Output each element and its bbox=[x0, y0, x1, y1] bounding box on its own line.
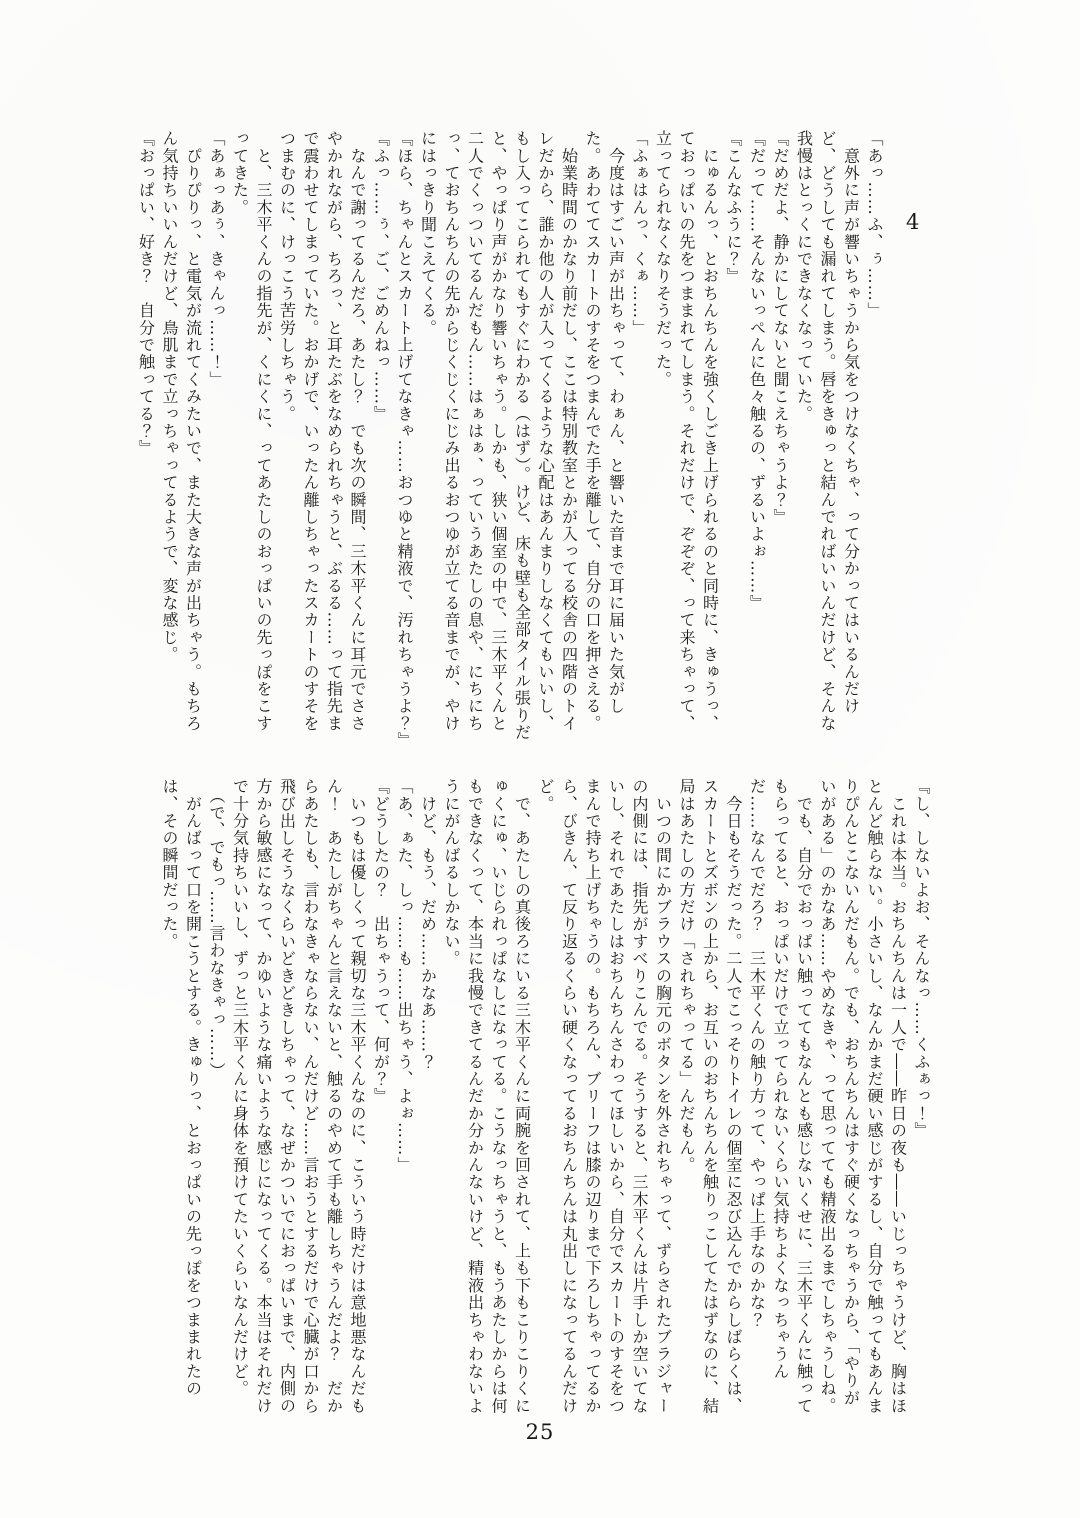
paragraph: 「あ、ぁた、しっ……も……出ちゃう、よぉ……」 bbox=[395, 778, 414, 1174]
paragraph: 『し、しないよお、そんなっ……くふぁっ！』 bbox=[912, 778, 931, 1140]
paragraph: 「あぁっあぅ、きゃんっ……！」 bbox=[207, 130, 226, 388]
paragraph: 『おっぱい、好き？ 自分で触ってる？』 bbox=[136, 130, 156, 457]
paragraph: 『だって……そんないっぺんに色々触るの、ずるいよぉ……』 bbox=[747, 130, 767, 612]
paragraph: ぴりぴりっ、と電気が流れてくみたいで、また大きな声が出ちゃう。もちろん気持ちいいんだけど、鳥肌まで立っちゃってるようで、変な感じ。 bbox=[160, 130, 203, 732]
paragraph: にゅるんっ、とおちんちんを強くしごき上げられるのと同時に、きゅうっ、ておっぱいの先をつままれてしまう。それだけで、ぞぞぞ、って来ちゃって、立ってられなくなりそうだった。 bbox=[653, 130, 720, 732]
paragraph: いつもは優しくって親切な三木平くんなのに、こういう時だけは意地悪なんだもん！ あたしがちゃんと言えないと、触るのやめて手も離しちゃうんだよ？ だからあたしも、言わなきゃならない、んだけど……言おうとするだけで心臓が口から飛び出しそうなくらいどきどきしちゃって、なぜかついでにおっぱいまで、内側の方から敏感になって、かゆいような痛いような感じになってくる。本当はそれだけで十分気持ちいいし、ずっと三木平くんに身体を預けてたいくらいなんだけど。 bbox=[230, 778, 367, 1415]
paragraph: 始業時間のかなり前だし、ここは特別教室とかが入ってる校舎の四階のトイレだから、誰か他の人が入ってくるような心配はあんまりしなくてもいいし、もし入ってこられてもすぐにわかる（はず）。けど、床も壁も全部タイル張りだと、やっぱり声がかなり響いちゃう。しかも、狭い個室の中で、三木平くんと二人でくっついてるんだもん……はぁはぁ、っていうあたしの息や、にちにちっ、ておちんちんの先からじくじくにじみ出るおつゆが立てる音までが、やけにはっきり聞こえてくる。 bbox=[418, 130, 579, 742]
paragraph: でも、自分でおっぱい触っててもなんとも感じないくせに、三木平くんに触ってもらってると、おっぱいだけで立ってられないくらい気持ちよくなっちゃうんだ……なんでだろ？ 三木平くんの触り方って、やっぱ上手なのかな？ bbox=[747, 778, 814, 1415]
paragraph: 「ふぁはんっ、くぁ……」 bbox=[630, 130, 649, 337]
page-number: 25 bbox=[525, 1420, 555, 1444]
paragraph: がんばって口を開こうとする。きゅりっ、とおっぱいの先っぽをつままれたのは、その瞬間だった。 bbox=[160, 778, 203, 1398]
text-block-top bbox=[134, 130, 886, 748]
paragraph: 『だめだよ、静かにしてないと聞こえちゃうよ？』 bbox=[771, 130, 790, 526]
paragraph: いつの間にかブラウスの胸元のボタンを外されちゃって、ずらされたブラジャーの内側には、指先がすべりこんでる。そうすると、三木平くんは片手しか空いてないし、それであたしはおちんちんさわってほしいから、自分でスカートのすそをつまんで持ち上げちゃうの。もちろん、ブリーフは膝の辺りまで下ろしちゃってるから、びきん、て反り返るくらい硬くなってるおちんちんは丸出しになってるんだけど。 bbox=[536, 778, 673, 1415]
paragraph: で、あたしの真後ろにいる三木平くんに両腕を回されて、上も下もこりこりくにゅくにゅ、いじられっぱなしになってる。こうなっちゃうと、もうあたしからは何もできなくって、本当に我慢できてるんだか分かんないけど、精液出ちゃわないようにがんばるしかない。 bbox=[442, 778, 532, 1415]
paragraph: と、三木平くんの指先が、くにくに、ってあたしのおっぱいの先っぽをこすってきた。 bbox=[230, 130, 273, 732]
paragraph: （で、でもっ……言わなきゃっ……） bbox=[207, 778, 226, 1080]
paragraph: 『どうしたの？ 出ちゃうって、何が？』 bbox=[371, 778, 391, 1105]
paragraph: けど、もう、だめ……かなあ……？ bbox=[418, 778, 438, 1071]
paragraph: 『こんなふうに？』 bbox=[724, 130, 743, 285]
paragraph: これは本当。おちんちんは一人で――昨日の夜も――いじっちゃうけど、胸はほとんど触らない。小さいし、なんかまだ硬い感じがするし、自分で触ってもあんまりぴんとこないんだもん。でも、おちんちんはすぐ硬くなっちゃうから、「やりがいがある」のかなあ……やめなきゃ、って思ってても精液出るまでしちゃうしね。 bbox=[818, 778, 908, 1415]
section-number: 4 bbox=[906, 210, 920, 234]
paragraph: 『ほら、ちゃんとスカート上げてなきゃ……おつゆと精液で、汚れちゃうよ？』 bbox=[395, 130, 414, 750]
paragraph: 『ふっ……ぅ、ご、ごめんねっ……』 bbox=[371, 130, 391, 423]
paragraph: 今日もそうだった。二人でこっそりトイレの個室に忍び込んでからしばらくは、スカートとズボンの上から、お互いのおちんちんを触りっこしてたはずなのに、結局はあたしの方だけ「されちゃってる」んだもん。 bbox=[677, 778, 743, 1415]
paragraph: なんで謝ってるんだろ、あたし？ でも次の瞬間、三木平くんに耳元でささやかれながら、ちろっ、と耳たぶをなめられちゃうと、ぶるる……って指先まで震わせてしまっていた。おかげで、いったん離しちゃったスカートのすそをつまむのに、けっこう苦労しちゃう。 bbox=[277, 130, 367, 732]
paragraph: 意外に声が響いちゃうから気をつけなくちゃ、って分かってはいるんだけど、どうしても漏れてしまう。唇をきゅっと結んでればいいんだけど、そんな我慢はとっくにできなくなっていた。 bbox=[794, 130, 861, 732]
paragraph: 「あっ……ふ、ぅ……」 bbox=[865, 130, 884, 320]
text-block-bottom bbox=[158, 778, 934, 1418]
paragraph: 今度はすごい声が出ちゃって、わぁん、と響いた音まで耳に届いた気がした。あわててスカートのすそをつまんでた手を離して、自分の口を押さえる。 bbox=[583, 130, 626, 732]
